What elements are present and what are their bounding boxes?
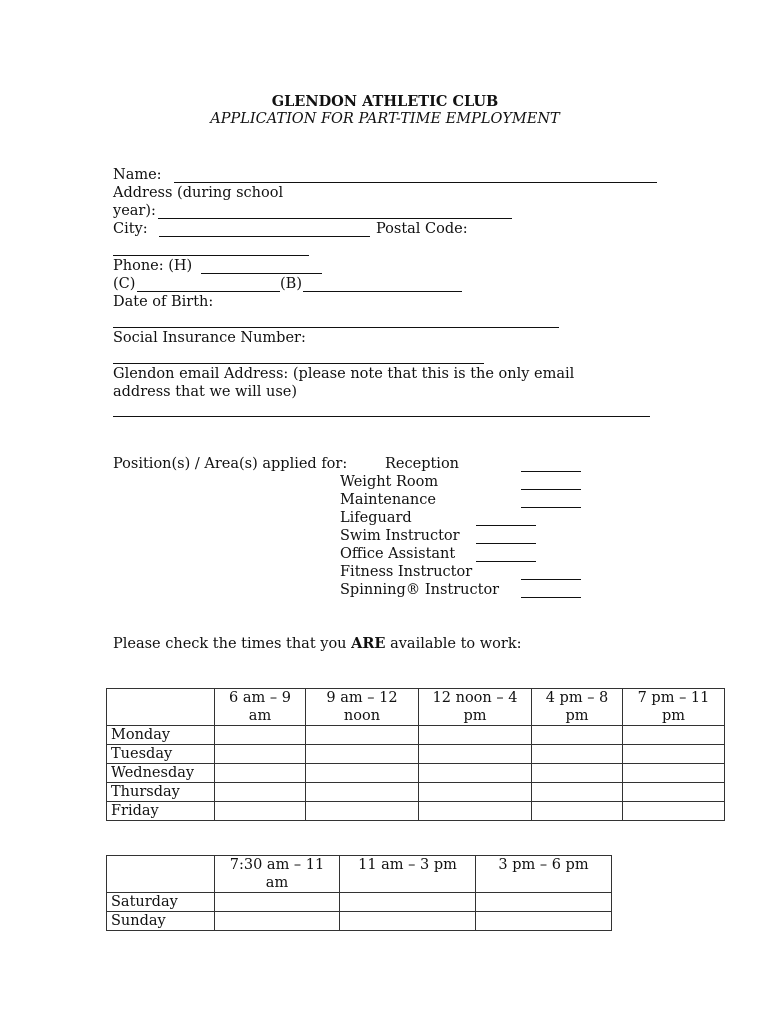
- name-field[interactable]: [174, 182, 657, 183]
- emphasis-are: ARE: [351, 635, 386, 652]
- address-label-line1: Address (during school: [113, 185, 284, 201]
- dob-field[interactable]: [113, 327, 559, 328]
- position-lifeguard-blank[interactable]: [476, 525, 536, 526]
- table-row: [107, 893, 612, 912]
- address-field[interactable]: [158, 218, 512, 219]
- checkbox-cell[interactable]: [532, 802, 623, 821]
- position-office-assistant-blank[interactable]: [476, 561, 536, 562]
- position-weight-room-blank[interactable]: [521, 489, 581, 490]
- header-730am-11am: 7:30 am – 11 am: [215, 856, 340, 893]
- postal-code-field[interactable]: [113, 255, 309, 256]
- form-title: APPLICATION FOR PART-TIME EMPLOYMENT: [210, 111, 560, 127]
- checkbox-cell[interactable]: [419, 802, 532, 821]
- email-field[interactable]: [113, 416, 650, 417]
- checkbox-cell[interactable]: [215, 745, 306, 764]
- checkbox-cell[interactable]: [306, 783, 419, 802]
- header-9am-12noon: 9 am – 12 noon: [306, 689, 419, 726]
- checkbox-cell[interactable]: [623, 726, 725, 745]
- position-swim-instructor-blank[interactable]: [476, 543, 536, 544]
- name-label: Name:: [113, 167, 162, 183]
- checkbox-cell[interactable]: [476, 893, 612, 912]
- email-label-line1: Glendon email Address: (please note that this is the only email: [113, 366, 575, 382]
- cell-phone-field[interactable]: [137, 291, 280, 292]
- sin-field[interactable]: [113, 363, 484, 364]
- day-thursday: Thursday: [107, 783, 215, 802]
- header-6am-9am: 6 am – 9 am: [215, 689, 306, 726]
- club-name: GLENDON ATHLETIC CLUB: [271, 93, 499, 110]
- checkbox-cell[interactable]: [532, 764, 623, 783]
- checkbox-cell[interactable]: [306, 745, 419, 764]
- day-saturday: Saturday: [107, 893, 215, 912]
- checkbox-cell[interactable]: [623, 802, 725, 821]
- checkbox-cell[interactable]: [623, 783, 725, 802]
- checkbox-cell[interactable]: [215, 726, 306, 745]
- table-row: [107, 912, 612, 931]
- checkbox-cell[interactable]: [306, 764, 419, 783]
- header-4pm-8pm: 4 pm – 8 pm: [532, 689, 623, 726]
- position-fitness-instructor: Fitness Instructor: [340, 564, 473, 580]
- checkbox-cell[interactable]: [623, 764, 725, 783]
- corner-cell: [107, 856, 215, 893]
- checkbox-cell[interactable]: [419, 745, 532, 764]
- header-3pm-6pm: 3 pm – 6 pm: [476, 856, 612, 893]
- city-label: City:: [113, 221, 148, 237]
- position-fitness-instructor-blank[interactable]: [521, 579, 581, 580]
- home-phone-label: Phone: (H): [113, 258, 193, 274]
- checkbox-cell[interactable]: [306, 726, 419, 745]
- table-row: [107, 764, 725, 783]
- checkbox-cell[interactable]: [419, 726, 532, 745]
- position-maintenance-blank[interactable]: [521, 507, 581, 508]
- checkbox-cell[interactable]: [215, 912, 340, 931]
- checkbox-cell[interactable]: [340, 893, 476, 912]
- dob-label: Date of Birth:: [113, 294, 214, 310]
- checkbox-cell[interactable]: [419, 783, 532, 802]
- home-phone-field[interactable]: [201, 273, 322, 274]
- checkbox-cell[interactable]: [306, 802, 419, 821]
- postal-code-label: Postal Code:: [376, 221, 468, 237]
- position-spinning-instructor: Spinning® Instructor: [340, 582, 500, 598]
- position-reception-blank[interactable]: [521, 471, 581, 472]
- checkbox-cell[interactable]: [215, 783, 306, 802]
- weekday-availability-table: [106, 688, 725, 821]
- weekend-availability-table: [106, 855, 612, 931]
- checkbox-cell[interactable]: [532, 745, 623, 764]
- checkbox-cell[interactable]: [476, 912, 612, 931]
- position-weight-room: Weight Room: [340, 474, 439, 490]
- business-phone-field[interactable]: [303, 291, 462, 292]
- position-lifeguard: Lifeguard: [340, 510, 412, 526]
- header-12noon-4pm: 12 noon – 4 pm: [419, 689, 532, 726]
- address-label-line2: year):: [113, 203, 156, 219]
- day-wednesday: Wednesday: [107, 764, 215, 783]
- day-friday: Friday: [107, 802, 215, 821]
- position-maintenance: Maintenance: [340, 492, 436, 508]
- header-11am-3pm: 11 am – 3 pm: [340, 856, 476, 893]
- checkbox-cell[interactable]: [623, 745, 725, 764]
- position-spinning-instructor-blank[interactable]: [521, 597, 581, 598]
- checkbox-cell[interactable]: [340, 912, 476, 931]
- cell-phone-label: (C): [113, 276, 136, 292]
- availability-prompt: Please check the times that you ARE available to work:: [113, 635, 522, 652]
- corner-cell: [107, 689, 215, 726]
- city-field[interactable]: [159, 236, 370, 237]
- table-row: [107, 783, 725, 802]
- business-phone-label: (B): [280, 276, 302, 292]
- day-tuesday: Tuesday: [107, 745, 215, 764]
- checkbox-cell[interactable]: [532, 783, 623, 802]
- position-reception: Reception: [385, 456, 460, 472]
- table-row: [107, 745, 725, 764]
- checkbox-cell[interactable]: [215, 764, 306, 783]
- position-swim-instructor: Swim Instructor: [340, 528, 460, 544]
- sin-label: Social Insurance Number:: [113, 330, 306, 346]
- header-7pm-11pm: 7 pm – 11 pm: [623, 689, 725, 726]
- email-label-line2: address that we will use): [113, 384, 298, 400]
- checkbox-cell[interactable]: [215, 893, 340, 912]
- table-row: [107, 726, 725, 745]
- positions-label: Position(s) / Area(s) applied for:: [113, 456, 348, 472]
- day-sunday: Sunday: [107, 912, 215, 931]
- day-monday: Monday: [107, 726, 215, 745]
- checkbox-cell[interactable]: [215, 802, 306, 821]
- checkbox-cell[interactable]: [532, 726, 623, 745]
- position-office-assistant: Office Assistant: [340, 546, 456, 562]
- table-row: [107, 802, 725, 821]
- checkbox-cell[interactable]: [419, 764, 532, 783]
